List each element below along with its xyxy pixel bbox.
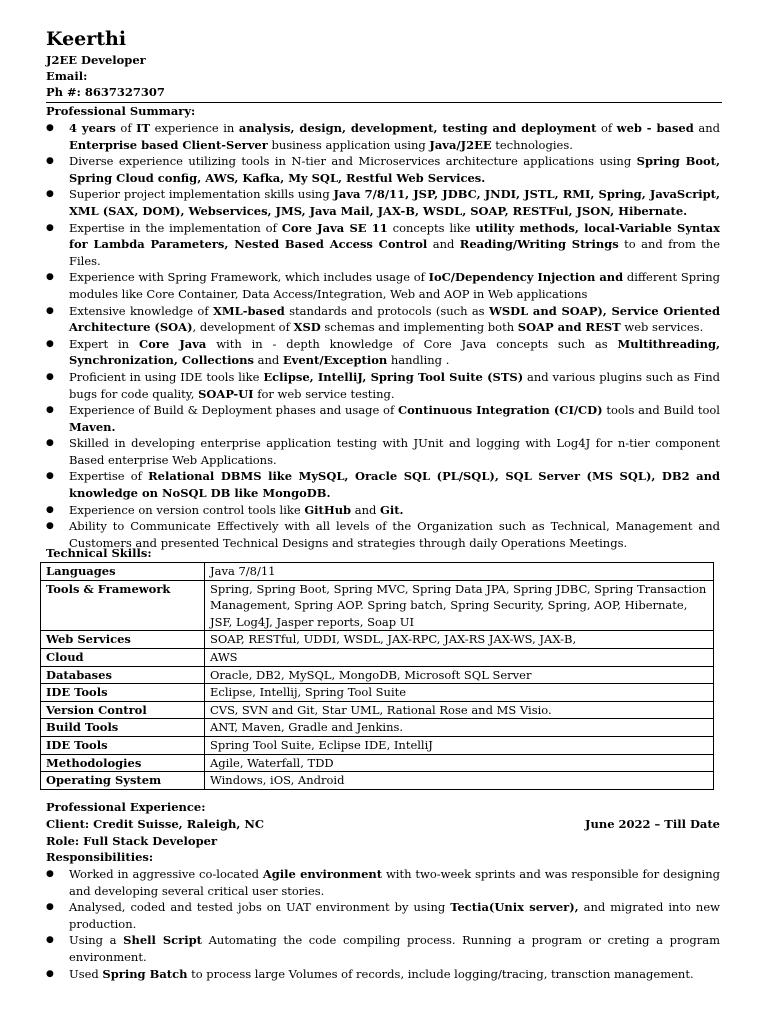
bold-text: IoC/Dependency Injection and: [428, 270, 624, 285]
skills-heading: Technical Skills:: [46, 546, 152, 560]
text: of: [596, 121, 617, 135]
bold-text: Core Java SE 11: [281, 220, 388, 235]
text: , development of: [192, 320, 294, 335]
job-title: J2EE Developer: [46, 53, 146, 67]
skills-row: [41, 563, 714, 581]
skill-values: Java 7/8/11: [205, 563, 714, 581]
summary-item: [46, 269, 720, 302]
responsibility-item: [46, 966, 720, 983]
summary-item: [46, 336, 720, 369]
text: and: [351, 502, 381, 517]
skills-row: [41, 772, 714, 790]
bold-text: WSDL and SOAP), Service Oriented Architecture (SOA): [69, 303, 721, 335]
text: Ability to Communicate Effectively with all levels of the Organization such as Technical, Management and Customers and presented Technical Designs and strategies through daily Operations Meetings.: [69, 519, 720, 550]
skill-category: IDE Tools: [41, 736, 205, 754]
candidate-name: Keerthi: [46, 28, 127, 50]
skill-category: Version Control: [41, 701, 205, 719]
text: Extensive knowledge of: [69, 303, 213, 318]
bold-text: XSD: [293, 320, 321, 335]
skill-category: Build Tools: [41, 719, 205, 737]
bold-text: Event/Exception: [282, 353, 388, 368]
skill-values: ANT, Maven, Gradle and Jenkins.: [205, 719, 714, 737]
text: and: [253, 353, 283, 368]
skill-category: Databases: [41, 666, 205, 684]
skill-values: Spring, Spring Boot, Spring MVC, Spring Data JPA, Spring JDBC, Spring Transaction Management, Spring AOP. Spring batch, Spring Security, Spring, AOP, Hibernate, JSF, Log4J, Jasper reports, Soap UI: [205, 580, 714, 631]
bold-text: Continuous Integration (CI/CD): [397, 403, 603, 418]
bold-text: Reading/Writing Strings: [459, 237, 619, 252]
skills-row: [41, 701, 714, 719]
text: Worked in aggressive co-located: [69, 867, 263, 881]
summary-item: [46, 220, 720, 270]
summary-item: [46, 153, 720, 186]
text: Used: [69, 966, 103, 981]
text: with in - depth knowledge of Core Java concepts such as: [206, 336, 618, 351]
skill-category: IDE Tools: [41, 684, 205, 702]
skill-values: Spring Tool Suite, Eclipse IDE, IntelliJ: [205, 736, 714, 754]
summary-item: [46, 435, 720, 468]
text: to and from the Files.: [69, 237, 721, 268]
text: of: [115, 121, 137, 135]
skill-category: Operating System: [41, 772, 205, 790]
text: schemas and implementing both: [320, 320, 518, 335]
skill-values: SOAP, RESTful, UDDI, WSDL, JAX-RPC, JAX-RS JAX-WS, JAX-B,: [205, 631, 714, 649]
bold-text: web - based: [616, 121, 694, 135]
bold-text: SOAP-UI: [198, 386, 254, 401]
skill-category: Tools & Framework: [41, 580, 205, 631]
phone-number: Ph #: 8637327307: [46, 85, 165, 99]
summary-item: [46, 402, 720, 435]
skill-values: AWS: [205, 648, 714, 666]
text: Experience of Build & Deployment phases and usage of: [69, 403, 398, 418]
text: with two-week sprints and was responsible for designing and developing several critical user stories.: [69, 867, 720, 898]
text: Diverse experience utilizing tools in N-tier and Microservices architecture applications using: [69, 154, 637, 169]
skills-row: [41, 684, 714, 702]
summary-item: [46, 502, 720, 519]
bold-text: GitHub: [304, 502, 352, 517]
bold-text: Maven.: [69, 419, 116, 434]
bold-text: Java 7/8/11, JSP, JDBC, JNDI, JSTL, RMI, Spring, JavaScript, XML (SAX, DOM), Webservices, JMS, Java Mail, JAX-B, WSDL, SOAP, RESTFul, JSON, Hibernate.: [69, 187, 720, 218]
text: experience in: [150, 121, 239, 135]
text: technologies.: [491, 137, 573, 152]
bold-text: Git.: [380, 502, 404, 517]
text: handling .: [387, 353, 450, 368]
text: Superior project implementation skills using: [69, 187, 334, 202]
client-name: Client: Credit Suisse, Raleigh, NC: [46, 817, 265, 831]
text: different Spring modules like Core Container, Data Access/Integration, Web and AOP in Web applications: [69, 270, 721, 301]
bold-text: Tectia(Unix server),: [450, 900, 579, 915]
text: Expertise in the implementation of: [69, 220, 282, 235]
text: Skilled in developing enterprise application testing with JUnit and logging with Log4J for n-tier component Based enterprise Web Applications.: [69, 436, 720, 467]
text: Experience on version control tools like: [69, 502, 305, 517]
text: to process large Volumes of records, include logging/tracing, transction management.: [187, 966, 694, 981]
text: web services.: [620, 320, 704, 335]
skill-values: Oracle, DB2, MySQL, MongoDB, Microsoft SQL Server: [205, 666, 714, 684]
summary-item: [46, 468, 720, 501]
text: concepts like: [387, 220, 476, 235]
experience-heading: Professional Experience:: [46, 800, 206, 814]
skill-values: Eclipse, Intellij, Spring Tool Suite: [205, 684, 714, 702]
bold-text: Core Java: [138, 336, 207, 351]
summary-item: [46, 120, 720, 153]
job-header: [46, 817, 720, 831]
bold-text: analysis, design, development, testing and deployment: [238, 121, 597, 135]
skills-row: [41, 666, 714, 684]
text: tools and Build tool: [602, 403, 720, 418]
summary-item: [46, 186, 720, 219]
skills-row: [41, 580, 714, 631]
skill-values: CVS, SVN and Git, Star UML, Rational Rose and MS Visio.: [205, 701, 714, 719]
bold-text: Enterprise based Client-Server: [69, 137, 268, 152]
summary-heading: Professional Summary:: [46, 104, 196, 118]
skills-row: [41, 648, 714, 666]
job-role: Role: Full Stack Developer: [46, 834, 218, 848]
text: standards and protocols (such as: [284, 303, 489, 318]
bold-text: Eclipse, IntelliJ, Spring Tool Suite (STS): [263, 369, 524, 384]
skills-row: [41, 631, 714, 649]
bold-text: 4 years: [69, 121, 116, 135]
skill-values: Agile, Waterfall, TDD: [205, 754, 714, 772]
text: Using a: [69, 933, 124, 948]
text: Expertise of: [69, 469, 149, 484]
text: Expert in: [69, 336, 139, 351]
text: Experience with Spring Framework, which includes usage of: [69, 270, 429, 285]
text: Automating the code compiling process. Running a program or creting a program environment.: [69, 933, 721, 964]
text: for web service testing.: [253, 386, 395, 401]
bold-text: Spring Boot, Spring Cloud config, AWS, Kafka, My SQL, Restful Web Services.: [69, 154, 720, 185]
bold-text: Spring Batch: [102, 966, 188, 981]
skill-category: Web Services: [41, 631, 205, 649]
responsibilities-list: [46, 866, 720, 982]
skill-values: Windows, iOS, Android: [205, 772, 714, 790]
skill-category: Methodologies: [41, 754, 205, 772]
text: and migrated into new production.: [69, 900, 720, 931]
text: and: [427, 237, 460, 252]
bold-text: Shell Script: [123, 933, 202, 948]
text: and various plugins such as Find bugs for code quality,: [69, 369, 721, 401]
text: business application using: [267, 137, 430, 152]
bold-text: Agile environment: [262, 867, 383, 881]
bold-text: XML-based: [212, 303, 285, 318]
text: and: [693, 121, 720, 135]
skill-category: Languages: [41, 563, 205, 581]
job-dates: June 2022 – Till Date: [585, 817, 720, 831]
summary-item: [46, 369, 720, 402]
responsibilities-heading: Responsibilities:: [46, 850, 154, 864]
responsibility-item: [46, 932, 720, 965]
header-divider: [46, 102, 722, 103]
bold-text: SOAP and REST: [517, 320, 621, 335]
bold-text: utility methods, local-Variable Syntax for Lambda Parameters, Nested Based Access Control: [69, 220, 720, 252]
skills-table: [40, 562, 714, 790]
bold-text: Multithreading, Synchronization, Collections: [69, 336, 721, 368]
email-label: Email:: [46, 69, 88, 83]
skills-row: [41, 719, 714, 737]
skills-row: [41, 736, 714, 754]
text: Proficient in using IDE tools like: [69, 369, 264, 384]
responsibility-item: [46, 899, 720, 932]
skill-category: Cloud: [41, 648, 205, 666]
bold-text: Java/J2EE: [429, 137, 492, 152]
summary-list: [46, 120, 720, 551]
bold-text: IT: [136, 121, 151, 135]
responsibility-item: [46, 866, 720, 899]
text: Analysed, coded and tested jobs on UAT environment by using: [69, 900, 451, 915]
summary-item: [46, 303, 720, 336]
bold-text: Relational DBMS like MySQL, Oracle SQL (PL/SQL), SQL Server (MS SQL), DB2 and knowledge on NoSQL DB like MongoDB.: [69, 469, 720, 501]
skills-row: [41, 754, 714, 772]
